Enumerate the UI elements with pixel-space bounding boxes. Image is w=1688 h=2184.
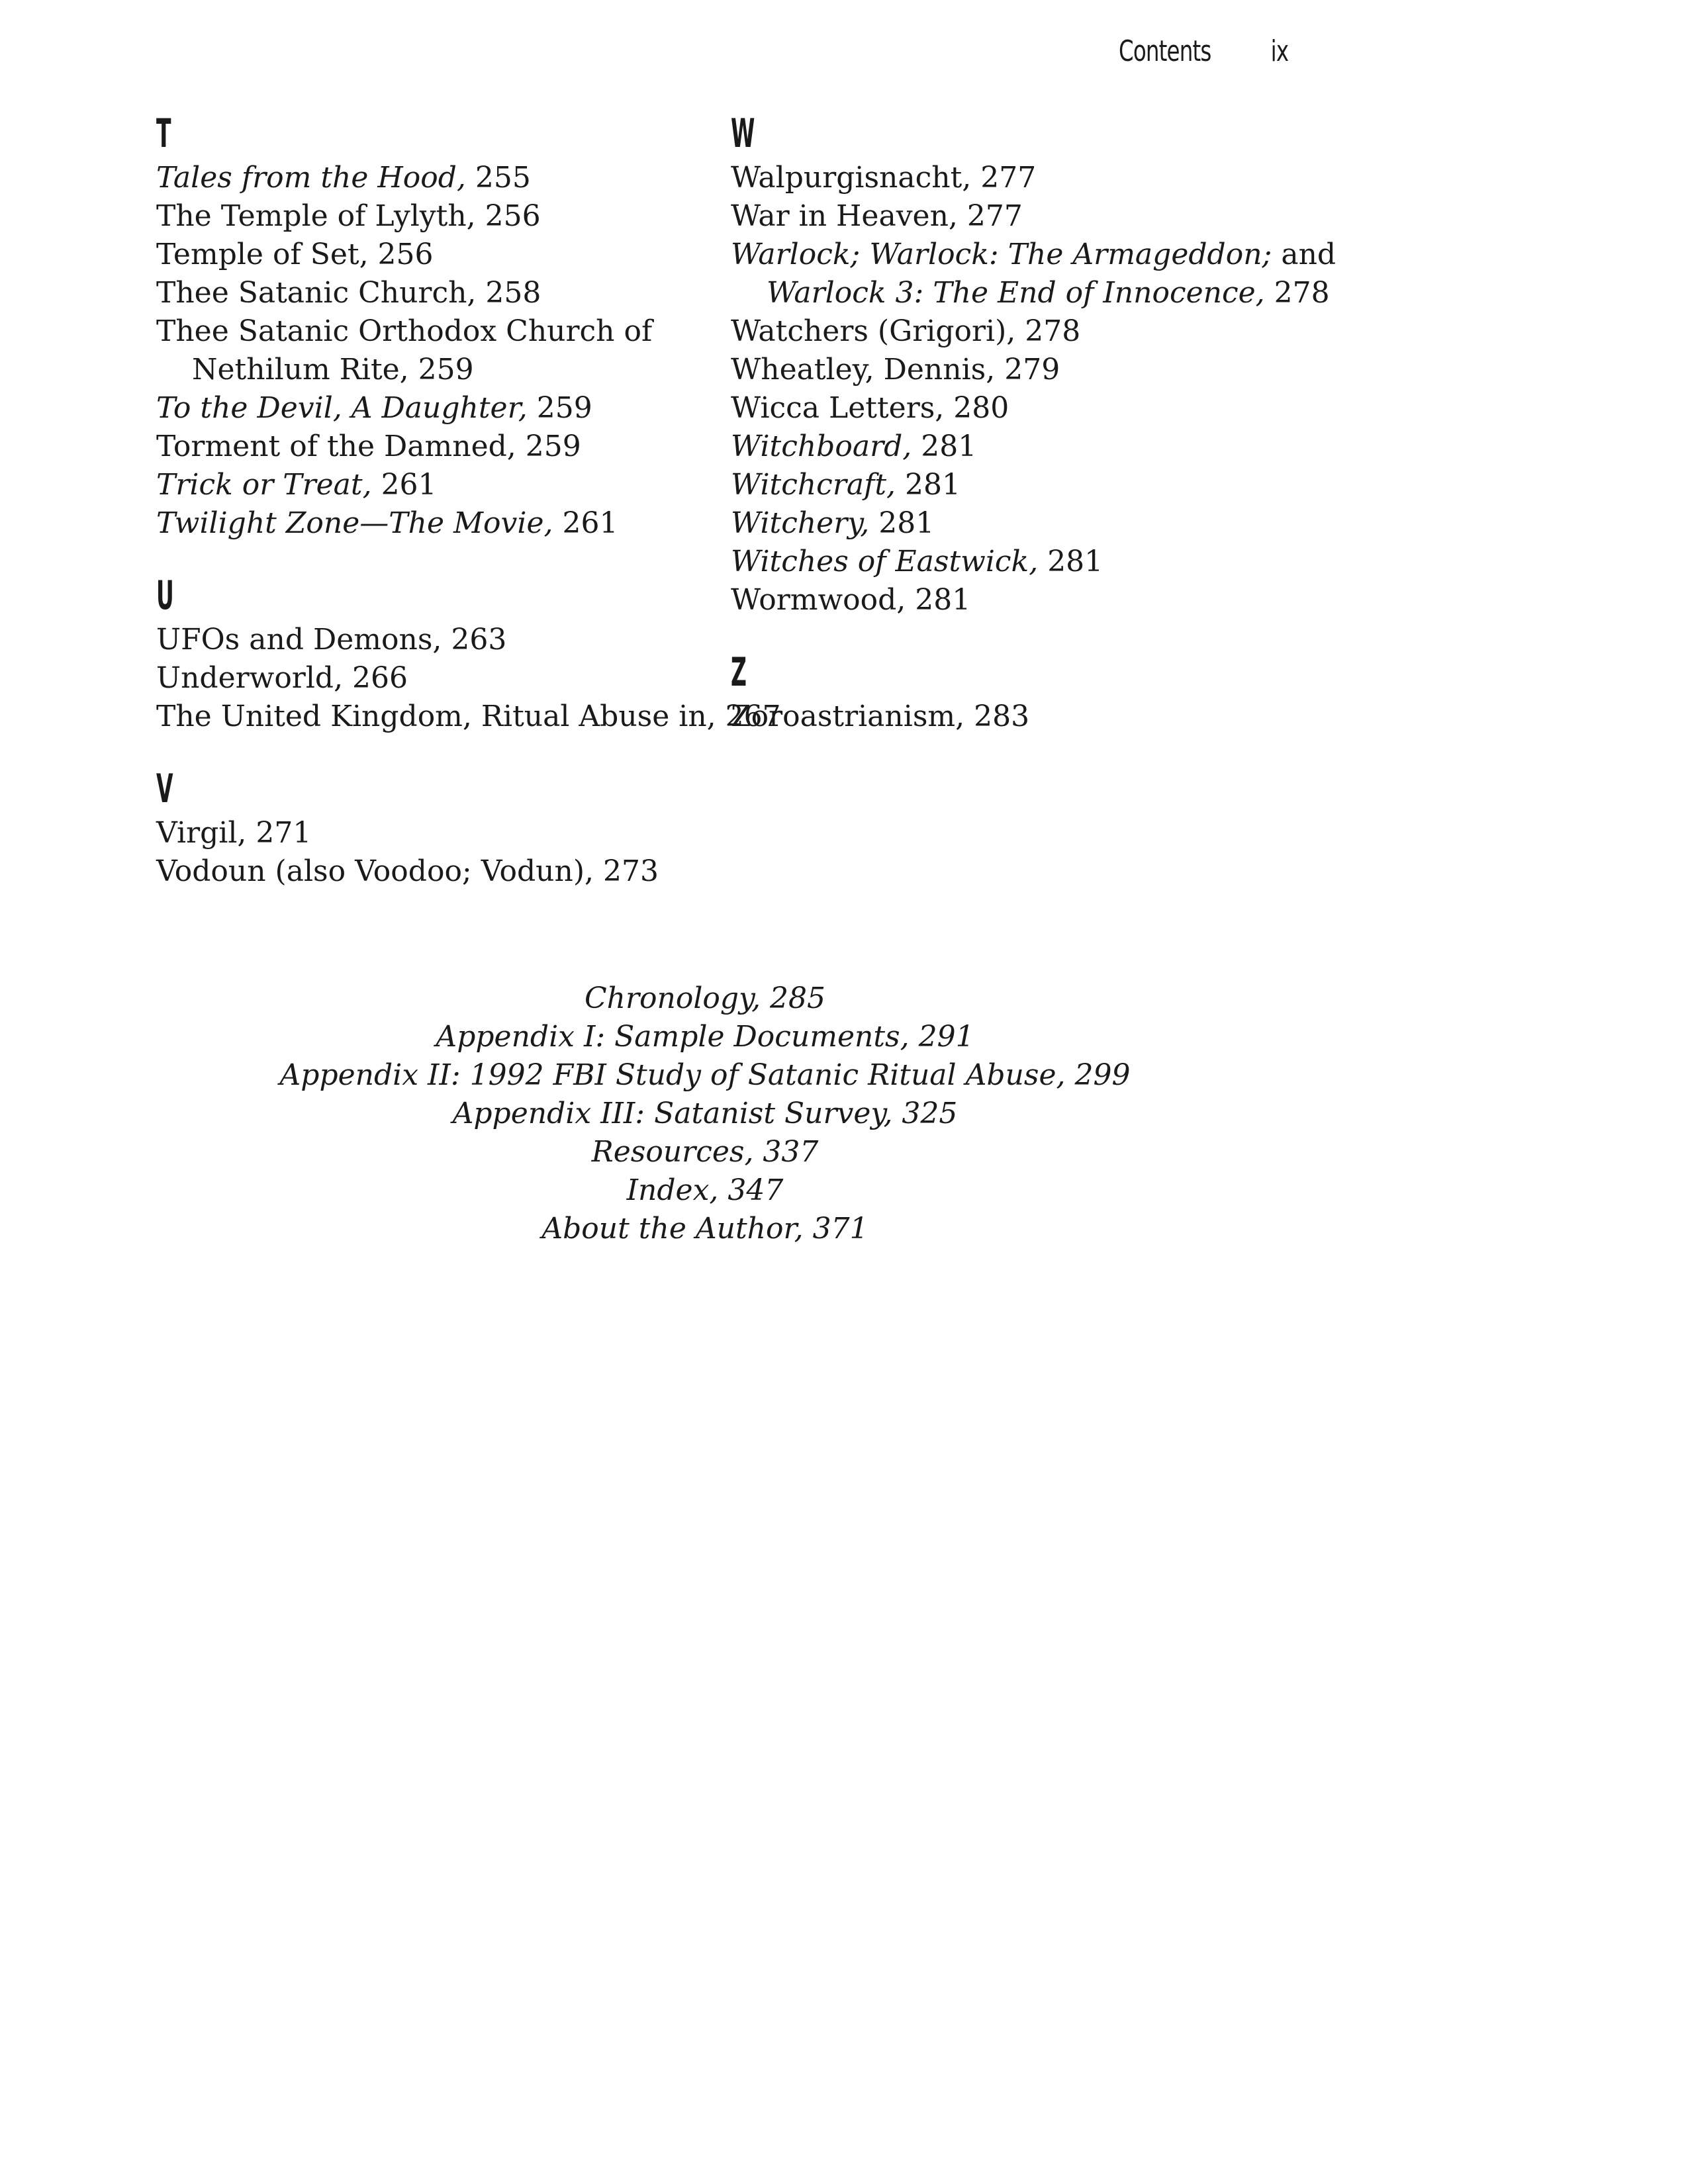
- entry-page: 278: [1264, 276, 1330, 310]
- entry-title: Witchboard,: [731, 430, 912, 463]
- section-letter: U: [156, 572, 174, 619]
- section-letter: V: [156, 766, 173, 812]
- backmatter-item-chronology: Chronology, 285: [584, 981, 826, 1015]
- entry-page: 259: [527, 391, 592, 425]
- list-item: Vodoun (also Voodoo; Vodun), 273: [156, 854, 659, 888]
- backmatter-item-about-author: About the Author, 371: [541, 1212, 868, 1246]
- backmatter-list: [0, 979, 1410, 1248]
- list-item: [731, 466, 1327, 504]
- backmatter-item-resources: Resources, 337: [591, 1135, 819, 1169]
- list-item: Wicca Letters, 280: [731, 391, 1009, 425]
- entry-title: To the Devil, A Daughter,: [156, 391, 528, 425]
- section-z: [731, 651, 1327, 736]
- entry-title: Witchcraft,: [731, 468, 896, 502]
- entry-title: Twilight Zone—The Movie,: [156, 506, 553, 540]
- entry-title: Tales from the Hood,: [156, 161, 466, 195]
- list-item: Watchers (Grigori), 278: [731, 314, 1081, 348]
- entry-page: 281: [1038, 545, 1103, 578]
- entry-page: and: [1272, 238, 1336, 271]
- entry-page: 255: [465, 161, 531, 195]
- list-item: Thee Satanic Church, 258: [156, 276, 541, 310]
- list-item: [731, 543, 1327, 581]
- section-w: [731, 111, 1336, 619]
- list-item: Temple of Set, 256: [156, 238, 434, 271]
- entry-title: Witchery,: [731, 506, 870, 540]
- list-item: Wheatley, Dennis, 279: [731, 353, 1060, 387]
- list-item: [156, 389, 726, 428]
- section-letter: Z: [731, 649, 747, 696]
- section-letter: T: [156, 111, 171, 157]
- section-label: Contents: [1119, 34, 1211, 68]
- entry-page: 281: [896, 468, 961, 502]
- section-v: [156, 768, 726, 891]
- entry-title: Warlock; Warlock: The Armageddon;: [731, 238, 1272, 271]
- list-item: Underworld, 266: [156, 661, 408, 695]
- list-item: War in Heaven, 277: [731, 199, 1023, 233]
- entry-title: Trick or Treat,: [156, 468, 372, 502]
- list-item: UFOs and Demons, 263: [156, 623, 507, 657]
- right-column: [731, 111, 1336, 768]
- list-item: Wormwood, 281: [731, 583, 971, 617]
- entry-page: 261: [553, 506, 618, 540]
- backmatter-item-appendix-2: Appendix II: 1992 FBI Study of Satanic Ritual Abuse, 299: [279, 1058, 1131, 1092]
- page-number: ix: [1270, 34, 1289, 68]
- list-item: The United Kingdom, Ritual Abuse in, 267: [156, 700, 781, 733]
- left-column: [156, 111, 781, 923]
- backmatter-item-index: Index, 347: [626, 1173, 784, 1207]
- list-item: The Temple of Lylyth, 256: [156, 199, 541, 233]
- section-t: [156, 113, 726, 543]
- entry-page: 261: [371, 468, 437, 502]
- entry-page: 281: [869, 506, 935, 540]
- list-item: [731, 236, 1336, 274]
- entry-title: Witches of Eastwick,: [731, 545, 1039, 578]
- list-item: [156, 504, 726, 543]
- section-u: [156, 572, 781, 736]
- backmatter-item-appendix-3: Appendix III: Satanist Survey, 325: [452, 1097, 958, 1130]
- list-item-continuation: [731, 274, 1330, 312]
- list-item: Torment of the Damned, 259: [156, 430, 581, 463]
- running-head: [1119, 34, 1288, 68]
- backmatter-item-appendix-1: Appendix I: Sample Documents, 291: [436, 1020, 974, 1054]
- list-item: Thee Satanic Orthodox Church of: [156, 314, 653, 348]
- list-item: Walpurgisnacht, 277: [731, 161, 1037, 195]
- list-item: [156, 159, 726, 197]
- section-letter: W: [731, 111, 755, 157]
- list-item: [156, 466, 726, 504]
- list-item: Zoroastrianism, 283: [731, 700, 1030, 733]
- entry-page: 281: [912, 430, 977, 463]
- list-item: Virgil, 271: [156, 816, 312, 850]
- list-item-continuation: Nethilum Rite, 259: [192, 353, 474, 387]
- entry-title: Warlock 3: The End of Innocence,: [767, 276, 1265, 310]
- list-item: [731, 428, 1327, 466]
- list-item: [731, 504, 1327, 543]
